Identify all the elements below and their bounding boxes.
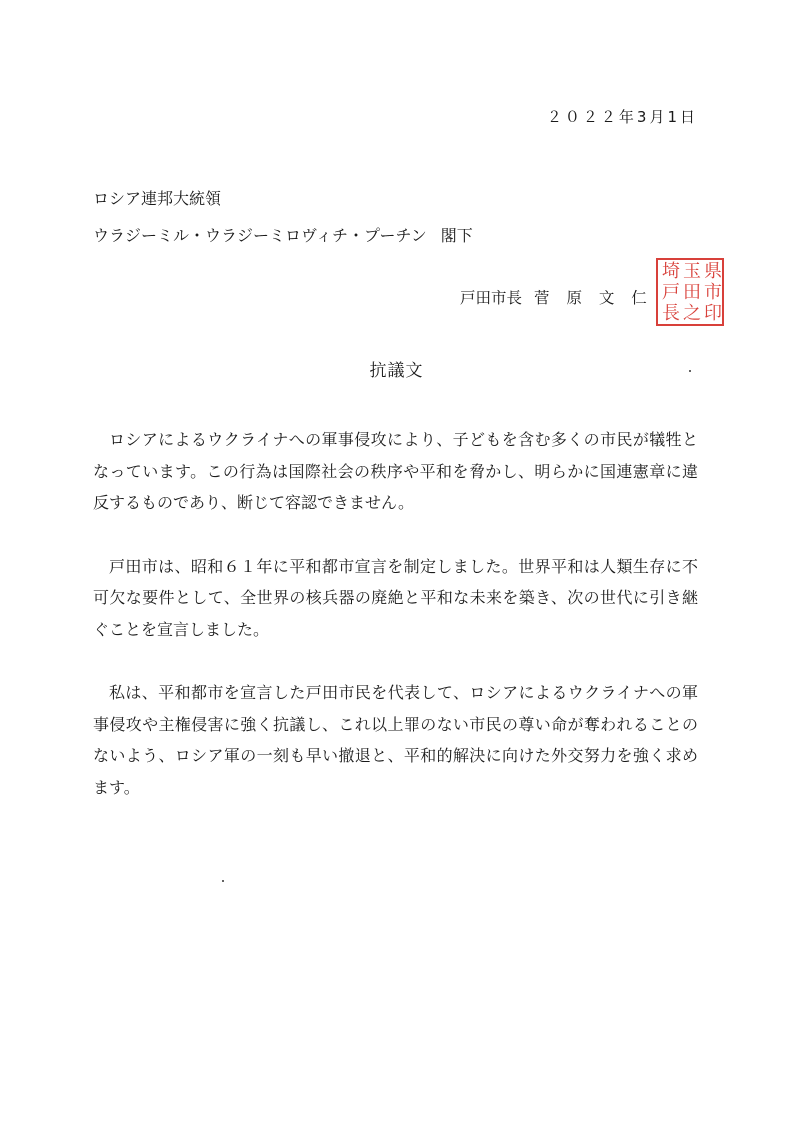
body-paragraph-3: 私は、平和都市を宣言した戸田市民を代表して、ロシアによるウクライナへの軍事侵攻や主権侵害に強く抗議し、これ以上罪のない市民の尊い命が奪われることのないよう、ロシア軍の一刻も早い撤退と、平和的解決に向けた外交努力を強く求めます。 — [93, 683, 698, 797]
addressee-name-line — [93, 217, 473, 254]
sender-position: 戸田市長 — [460, 289, 523, 307]
sender-name: 菅 原 文 仁 — [534, 289, 653, 307]
scan-speck — [689, 370, 691, 372]
seal-char: 玉 — [683, 261, 701, 282]
sender-block — [460, 286, 653, 308]
official-seal — [656, 258, 724, 326]
seal-char: 長 — [662, 303, 680, 324]
seal-char: 印 — [704, 303, 722, 324]
seal-char: 田 — [683, 282, 701, 303]
seal-char: 市 — [704, 282, 722, 303]
body-paragraph-2: 戸田市は、昭和６１年に平和都市宣言を制定しました。世界平和は人類生存に不可欠な要件として、全世界の核兵器の廃絶と平和な未来を築き、次の世代に引き継ぐことを宣言しました。 — [93, 556, 698, 639]
seal-char: 埼 — [662, 261, 680, 282]
seal-char: 県 — [704, 261, 722, 282]
letter-date: ２０２２年3月1日 — [546, 108, 698, 126]
addressee-honorific: 閣下 — [440, 226, 473, 245]
document-heading: 抗議文 — [369, 361, 424, 381]
scan-speck — [222, 880, 224, 882]
addressee-title: ロシア連邦大統領 — [93, 189, 222, 208]
body-paragraph-1: ロシアによるウクライナへの軍事侵攻により、子どもを含む多くの市民が犠牲となっています。この行為は国際社会の秩序や平和を脅かし、明らかに国連憲章に違反するものであり、断じて容認できません。 — [93, 430, 698, 512]
seal-char: 戸 — [662, 282, 680, 303]
letter-body — [93, 424, 698, 835]
seal-char: 之 — [683, 303, 701, 324]
addressee-block — [93, 180, 473, 254]
addressee-name: ウラジーミル・ウラジーミロヴィチ・プーチン — [93, 226, 427, 245]
